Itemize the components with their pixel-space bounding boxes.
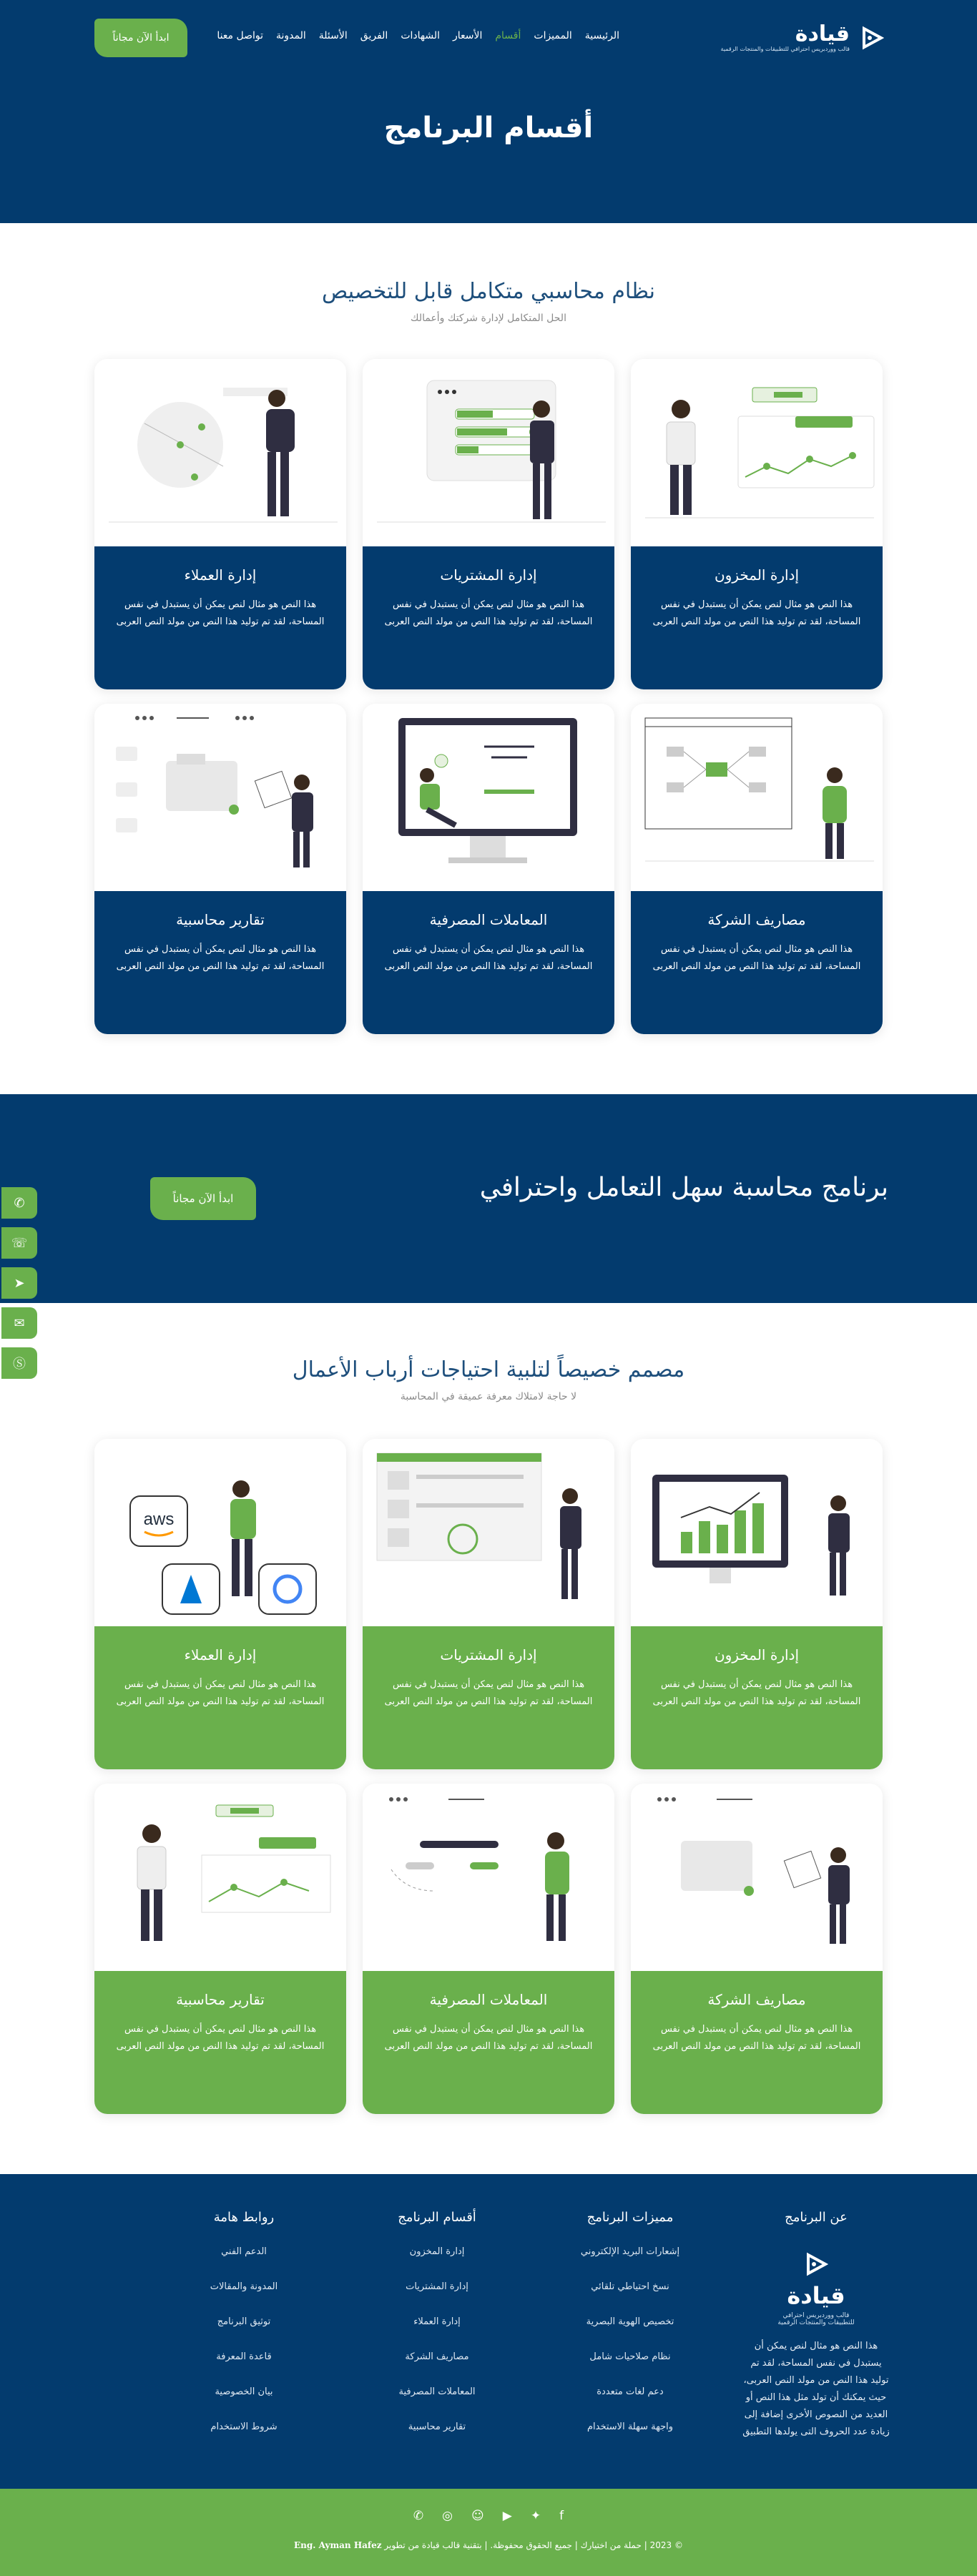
card-text: هذا النص هو مثال لنص يمكن أن يستبدل في نفس المساحة، لقد تم توليد هذا النص من مولد النص العربى xyxy=(384,1679,593,1707)
menu-item-sections[interactable]: أقسام xyxy=(495,30,521,41)
brand-tagline: قالب ووردبريس احترافي للتطبيقات والمنتجات الرقمية xyxy=(720,46,850,52)
author-link[interactable]: Eng. Ayman Hafez xyxy=(294,2540,382,2550)
footer-link[interactable]: المدونة والمقالات xyxy=(210,2281,278,2292)
card-title: إدارة المشتريات xyxy=(440,1646,537,1663)
footer-link[interactable]: تقارير محاسبية xyxy=(408,2422,466,2432)
footer-social xyxy=(0,2509,977,2523)
skype-icon[interactable]: Ⓢ xyxy=(1,1347,37,1379)
feature-card[interactable] xyxy=(94,1784,346,2114)
expenses-illustration xyxy=(631,704,883,891)
card-body xyxy=(631,1626,883,1769)
feature-card[interactable] xyxy=(363,1439,614,1769)
menu-item-testimonials[interactable]: الشهادات xyxy=(401,30,440,41)
start-free-button[interactable]: ابدأ الآن مجاناً xyxy=(94,19,187,57)
footer-brand-tagline: قالب ووردبريس احترافي للتطبيقات والمنتجات الرقمية xyxy=(777,2312,855,2326)
footer-link[interactable]: بيان الخصوصية xyxy=(215,2386,273,2397)
twitter-icon[interactable]: ✦ xyxy=(530,2509,541,2523)
section-header xyxy=(0,1357,977,1402)
card-body xyxy=(94,891,346,1034)
card-text: هذا النص هو مثال لنص يمكن أن يستبدل في نفس المساحة، لقد تم توليد هذا النص من مولد النص العربى xyxy=(116,2024,325,2052)
feature-grid xyxy=(94,359,883,1034)
card-title: إدارة المخزون xyxy=(714,566,800,584)
footer-link[interactable]: نسخ احتياطي تلقائي xyxy=(591,2281,669,2292)
card-text: هذا النص هو مثال لنص يمكن أن يستبدل في نفس المساحة، لقد تم توليد هذا النص من مولد النص العربى xyxy=(116,944,325,972)
inventory-illustration xyxy=(631,359,883,546)
feature-card[interactable] xyxy=(363,359,614,689)
logo-icon xyxy=(804,2252,828,2276)
feature-card[interactable] xyxy=(363,704,614,1034)
chart-monitor-illustration xyxy=(631,1439,883,1626)
footer-logo[interactable] xyxy=(773,2252,859,2326)
footer-link[interactable]: الدعم الفني xyxy=(221,2246,267,2257)
logo-icon xyxy=(860,26,884,50)
section-title: نظام محاسبي متكامل قابل للتخصيص xyxy=(321,279,656,304)
hero xyxy=(0,0,977,223)
footer-link[interactable]: قاعدة المعرفة xyxy=(216,2351,272,2362)
messenger-icon[interactable]: ✉ xyxy=(1,1307,37,1339)
card-title: إدارة العملاء xyxy=(184,566,257,584)
reports-illustration xyxy=(94,704,346,891)
feature-card[interactable] xyxy=(631,359,883,689)
card-text: هذا النص هو مثال لنص يمكن أن يستبدل في نفس المساحة، لقد تم توليد هذا النص من مولد النص العربى xyxy=(652,2024,861,2052)
card-body xyxy=(363,1626,614,1769)
card-text: هذا النص هو مثال لنص يمكن أن يستبدل في نفس المساحة، لقد تم توليد هذا النص من مولد النص العربى xyxy=(652,944,861,972)
footer-about-title: عن البرنامج xyxy=(785,2210,848,2225)
menu-item-home[interactable]: الرئيسية xyxy=(584,30,619,41)
footer-link[interactable]: مصاريف الشركة xyxy=(405,2351,469,2362)
card-body xyxy=(363,1971,614,2114)
card-body xyxy=(631,546,883,689)
footer-link[interactable]: شروط الاستخدام xyxy=(210,2422,278,2432)
card-title: تقارير محاسبية xyxy=(176,1991,265,2008)
customers-illustration xyxy=(94,359,346,546)
card-title: تقارير محاسبية xyxy=(176,911,265,928)
footer-about-text: هذا النص هو مثال لنص يمكن أن يستبدل في نفس المساحة، لقد تم توليد هذا النص من مولد النص العربى، حيث يمكنك أن تولد مثل هذا النص أو العديد من النصوص الأخرى إضافة إلى زيادة عدد الحروف التى يولدها التطبيق xyxy=(742,2341,890,2437)
footer-col-title: مميزات البرنامج xyxy=(586,2210,674,2225)
card-text: هذا النص هو مثال لنص يمكن أن يستبدل في نفس المساحة، لقد تم توليد هذا النص من مولد النص العربى xyxy=(116,599,325,627)
copyright xyxy=(0,2540,977,2550)
banking-illustration xyxy=(363,704,614,891)
whatsapp-icon[interactable]: ✆ xyxy=(413,2509,424,2523)
cta-banner xyxy=(0,1094,977,1303)
logo[interactable] xyxy=(720,21,884,56)
snapchat-icon[interactable]: ☺ xyxy=(471,2509,484,2523)
footer-features-col xyxy=(548,2210,712,2457)
brand-name: قيادة xyxy=(795,21,850,46)
card-text: هذا النص هو مثال لنص يمكن أن يستبدل في نفس المساحة، لقد تم توليد هذا النص من مولد النص العربى xyxy=(384,599,593,627)
card-title: المعاملات المصرفية xyxy=(429,1991,548,2008)
card-body xyxy=(631,891,883,1034)
menu-item-pricing[interactable]: الأسعار xyxy=(452,30,483,41)
footer-link[interactable]: إشعارات البريد الإلكتروني xyxy=(580,2246,680,2257)
dashboard-illustration xyxy=(363,1439,614,1626)
footer-link[interactable]: واجهة سهلة الاستخدام xyxy=(586,2422,674,2432)
navbar xyxy=(0,0,977,74)
card-title: إدارة المشتريات xyxy=(440,566,537,584)
analytics-illustration xyxy=(94,1784,346,1971)
whatsapp-icon[interactable]: ✆ xyxy=(1,1187,37,1219)
menu-item-team[interactable]: الفريق xyxy=(360,30,388,41)
menu-item-faq[interactable]: الأسئلة xyxy=(318,30,348,41)
section-subtitle: لا حاجة لامتلاك معرفة عميقة في المحاسبة xyxy=(400,1391,577,1402)
transfer-illustration xyxy=(363,1784,614,1971)
card-text: هذا النص هو مثال لنص يمكن أن يستبدل في نفس المساحة، لقد تم توليد هذا النص من مولد النص العربى xyxy=(384,2024,593,2052)
sections-overview xyxy=(0,223,977,1094)
footer-brand-name: قيادة xyxy=(787,2282,845,2309)
files-illustration xyxy=(631,1784,883,1971)
menu-item-blog[interactable]: المدونة xyxy=(276,30,306,41)
footer-link[interactable]: دعم لغات متعددة xyxy=(596,2386,664,2397)
feature-card[interactable] xyxy=(631,1784,883,2114)
facebook-icon[interactable]: f xyxy=(559,2509,564,2523)
feature-card[interactable] xyxy=(363,1784,614,2114)
footer xyxy=(0,2174,977,2489)
card-text: هذا النص هو مثال لنص يمكن أن يستبدل في نفس المساحة، لقد تم توليد هذا النص من مولد النص العربى xyxy=(116,1679,325,1707)
banner-start-button[interactable]: ابدأ الآن مجاناً xyxy=(150,1177,256,1220)
card-body xyxy=(94,1626,346,1769)
footer-link[interactable]: إدارة المشتريات xyxy=(406,2281,468,2292)
svg-text:aws: aws xyxy=(143,1510,175,1529)
section-subtitle: الحل المتكامل لإدارة شركتك وأعمالك xyxy=(411,313,566,324)
card-text: هذا النص هو مثال لنص يمكن أن يستبدل في نفس المساحة، لقد تم توليد هذا النص من مولد النص العربى xyxy=(652,599,861,627)
feature-card[interactable] xyxy=(94,1439,346,1769)
footer-sections-col xyxy=(355,2210,519,2457)
footer-link[interactable]: إدارة المخزون xyxy=(409,2246,465,2257)
footer-link[interactable]: توثيق البرنامج xyxy=(217,2316,271,2327)
footer-link[interactable]: المعاملات المصرفية xyxy=(398,2386,476,2397)
card-title: إدارة العملاء xyxy=(184,1646,257,1663)
viber-icon[interactable]: ☏ xyxy=(1,1227,37,1259)
banner-title: برنامج محاسبة سهل التعامل واحترافي xyxy=(479,1173,888,1202)
footer-bottom-bar xyxy=(0,2489,977,2576)
card-title: مصاريف الشركة xyxy=(707,911,806,928)
feature-card[interactable] xyxy=(94,359,346,689)
card-title: مصاريف الشركة xyxy=(707,1991,806,2008)
footer-col-title: روابط هامة xyxy=(213,2210,275,2225)
menu-item-features[interactable]: المميزات xyxy=(534,30,572,41)
business-features xyxy=(0,1303,977,2174)
feature-card[interactable] xyxy=(94,704,346,1034)
footer-link[interactable]: إدارة العملاء xyxy=(413,2316,461,2327)
footer-link[interactable]: نظام صلاحيات شامل xyxy=(589,2351,671,2362)
feature-card[interactable] xyxy=(631,704,883,1034)
telegram-icon[interactable]: ➤ xyxy=(1,1267,37,1299)
copyright-text: © 2023 | حملة من اختيارك | جميع الحقوق محفوظة. | بتقنية قالب قيادة من تطوير xyxy=(384,2540,683,2550)
feature-grid xyxy=(94,1439,883,2114)
feature-card[interactable] xyxy=(631,1439,883,1769)
youtube-icon[interactable]: ▶ xyxy=(502,2509,512,2523)
card-body xyxy=(94,546,346,689)
card-title: إدارة المخزون xyxy=(714,1646,800,1663)
footer-link[interactable]: تخصيص الهوية البصرية xyxy=(586,2316,674,2327)
footer-links-col xyxy=(162,2210,326,2457)
footer-col-title: أقسام البرنامج xyxy=(398,2210,476,2225)
cloud-providers-illustration xyxy=(94,1439,346,1626)
main-menu xyxy=(217,30,619,41)
card-text: هذا النص هو مثال لنص يمكن أن يستبدل في نفس المساحة، لقد تم توليد هذا النص من مولد النص العربى xyxy=(384,944,593,972)
card-body xyxy=(363,546,614,689)
menu-item-contact[interactable]: تواصل معنا xyxy=(217,30,264,41)
instagram-icon[interactable]: ◎ xyxy=(442,2509,453,2523)
purchases-illustration xyxy=(363,359,614,546)
card-text: هذا النص هو مثال لنص يمكن أن يستبدل في نفس المساحة، لقد تم توليد هذا النص من مولد النص العربى xyxy=(652,1679,861,1707)
page-title: أقسام البرنامج xyxy=(383,112,594,144)
footer-about xyxy=(741,2210,891,2441)
card-body xyxy=(631,1971,883,2114)
card-body xyxy=(94,1971,346,2114)
section-title: مصمم خصيصاً لتلبية احتياجات أرباب الأعمال xyxy=(292,1357,685,1382)
card-title: المعاملات المصرفية xyxy=(429,911,548,928)
section-header xyxy=(0,279,977,324)
card-body xyxy=(363,891,614,1034)
